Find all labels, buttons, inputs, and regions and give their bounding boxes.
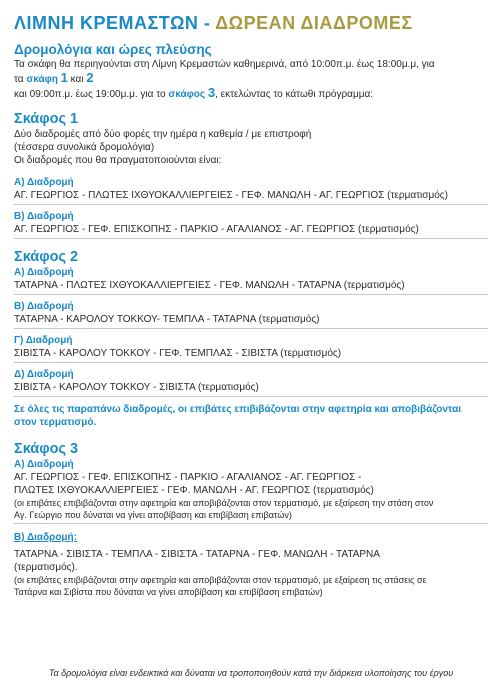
boat-3-route-a-line-2: ΠΛΩΤΕΣ ΙΧΘΥΟΚΑΛΛΙΕΡΓΕΙΕΣ - ΓΕΦ. ΜΑΝΩΛΗ - ΑΓ. ΓΕΩΡΓΙΟΣ (τερματισμός) (14, 485, 374, 496)
boat-3-route-a-note-2: Αγ. Γεώργιο που δύναται να γίνει αποβίβαση και επιβίβαση επιβατών) (14, 510, 292, 520)
divider (14, 523, 488, 524)
boat-2-note (14, 403, 488, 429)
boat-1-desc-2: (τέσσερα συνολικά δρομολόγια) (14, 142, 155, 153)
boat-2-route-c-label: Γ) Διαδρομή (14, 335, 73, 346)
title-part-lake: ΛΙΜΝΗ ΚΡΕΜΑΣΤΩΝ - (14, 13, 216, 33)
divider (14, 204, 488, 205)
boat-3-heading: Σκάφος 3 (14, 441, 79, 457)
boat-3-route-b-note-1: (οι επιβάτες επιβιβάζονται στην αφετηρία και αποβιβάζονται στον τερματισμό, με εξαίρεση τις στάσεις σε (14, 575, 427, 585)
divider (14, 396, 488, 397)
boat-3-route-a-line-1: ΑΓ. ΓΕΩΡΓΙΟΣ - ΓΕΦ. ΕΠΙΣΚΟΠΗΣ - ΠΑΡΚΙΟ - ΑΓΑΛΙΑΝΟΣ - ΑΓ. ΓΕΩΡΓΙΟΣ - (14, 472, 362, 483)
boat-1-desc-1: Δύο διαδρομές από δύο φορές την ημέρα η καθεμία / με επιστροφή (14, 129, 312, 140)
boat-1-route-a-label: Α) Διαδρομή (14, 177, 74, 188)
divider (14, 238, 488, 239)
intro-line-3: και 09:00π.μ. έως 19:00μ.μ. για το σκάφος 3, εκτελώντας το κάτωθι πρόγραμμα: (14, 85, 374, 100)
boat-1-route-a: ΑΓ. ΓΕΩΡΓΙΟΣ - ΠΛΩΤΕΣ ΙΧΘΥΟΚΑΛΛΙΕΡΓΕΙΕΣ - ΓΕΦ. ΜΑΝΩΛΗ - ΑΓ. ΓΕΩΡΓΙΟΣ (τερματισμός) (14, 190, 448, 201)
divider (14, 294, 488, 295)
boat-3-route-b-line-2: (τερματισμός). (14, 562, 78, 573)
boat-2-route-d: ΣΙΒΙΣΤΑ - ΚΑΡΟΛΟΥ ΤΟΚΚΟΥ - ΣΙΒΙΣΤΑ (τερματισμός) (14, 382, 259, 393)
boat-2-route-b-label: Β) Διαδρομή (14, 301, 74, 312)
boat-2-note-line-1: Σε όλες τις παραπάνω διαδρομές, οι επιβάτες επιβιβάζονται στην αφετηρία και αποβιβάζονται (14, 404, 462, 415)
boat-2-route-c: ΣΙΒΙΣΤΑ - ΚΑΡΟΛΟΥ ΤΟΚΚΟΥ - ΓΕΦ. ΤΕΜΠΛΑΣ - ΣΙΒΙΣΤΑ (τερματισμός) (14, 348, 342, 359)
boat-2-route-a: ΤΑΤΑΡΝΑ - ΠΛΩΤΕΣ ΙΧΘΥΟΚΑΛΛΙΕΡΓΕΙΕΣ - ΓΕΦ. ΜΑΝΩΛΗ - ΤΑΤΑΡΝΑ (τερματισμός) (14, 280, 405, 291)
boat-1-route-b: ΑΓ. ΓΕΩΡΓΙΟΣ - ΓΕΦ. ΕΠΙΣΚΟΠΗΣ - ΠΑΡΚΙΟ - ΑΓΑΛΙΑΝΟΣ - ΑΓ. ΓΕΩΡΓΙΟΣ (τερματισμός) (14, 224, 419, 235)
boat-2-route-d-label: Δ) Διαδρομή (14, 369, 74, 380)
boat-2-note-line-2: στον τερματισμό. (14, 417, 97, 428)
boat-2-heading: Σκάφος 2 (14, 249, 79, 265)
boat-1-desc-3: Οι διαδρομές που θα πραγματοποιούνται είναι: (14, 155, 222, 166)
boat-2-route-b: ΤΑΤΑΡΝΑ - ΚΑΡΟΛΟΥ ΤΟΚΚΟΥ- ΤΕΜΠΛΑ - ΤΑΤΑΡΝΑ (τερματισμός) (14, 314, 320, 325)
divider (14, 328, 488, 329)
boat-1-route-b-label: Β) Διαδρομή (14, 211, 74, 222)
boat-3-route-a-note-1: (οι επιβάτες επιβιβάζονται στην αφετηρία και αποβιβάζονται στον τερματισμό, με εξαίρεση την στάση στον (14, 498, 434, 508)
boat-2-route-a-label: Α) Διαδρομή (14, 267, 74, 278)
divider (14, 362, 488, 363)
boat-3-route-b-line-1: ΤΑΤΑΡΝΑ - ΣΙΒΙΣΤΑ - ΤΕΜΠΛΑ - ΣΙΒΙΣΤΑ - ΤΑΤΑΡΝΑ - ΓΕΦ. ΜΑΝΩΛΗ - ΤΑΤΑΡΝΑ (14, 549, 380, 560)
boat-1-heading: Σκάφος 1 (14, 111, 79, 127)
page-title (14, 12, 488, 34)
boat-3-route-b-note-2: Τατάρνα και Σιβίστα που δύναται να γίνει αποβίβαση και επιβίβαση επιβατών) (14, 587, 323, 597)
intro-heading: Δρομολόγια και ώρες πλεύσης (14, 42, 212, 57)
title-part-free-routes: ΔΩΡΕΑΝ ΔΙΑΔΡΟΜΕΣ (215, 13, 413, 33)
intro-line-2: τα σκάφη 1 και 2 (14, 70, 94, 85)
intro-line-1: Τα σκάφη θα περιηγούνται στη Λίμνη Κρεμαστών καθημερινά, από 10:00π.μ. έως 18:00μ.μ, για (14, 59, 435, 70)
footer-disclaimer: Τα δρομολόγια είναι ενδεικτικά και δύναται να τροποποιηθούν κατά την διάρκεια υλοποίησης του έργου (48, 668, 454, 678)
boat-3-route-b-label: Β) Διαδρομή: (14, 532, 77, 543)
boat-3-route-a-label: Α) Διαδρομή (14, 459, 74, 470)
